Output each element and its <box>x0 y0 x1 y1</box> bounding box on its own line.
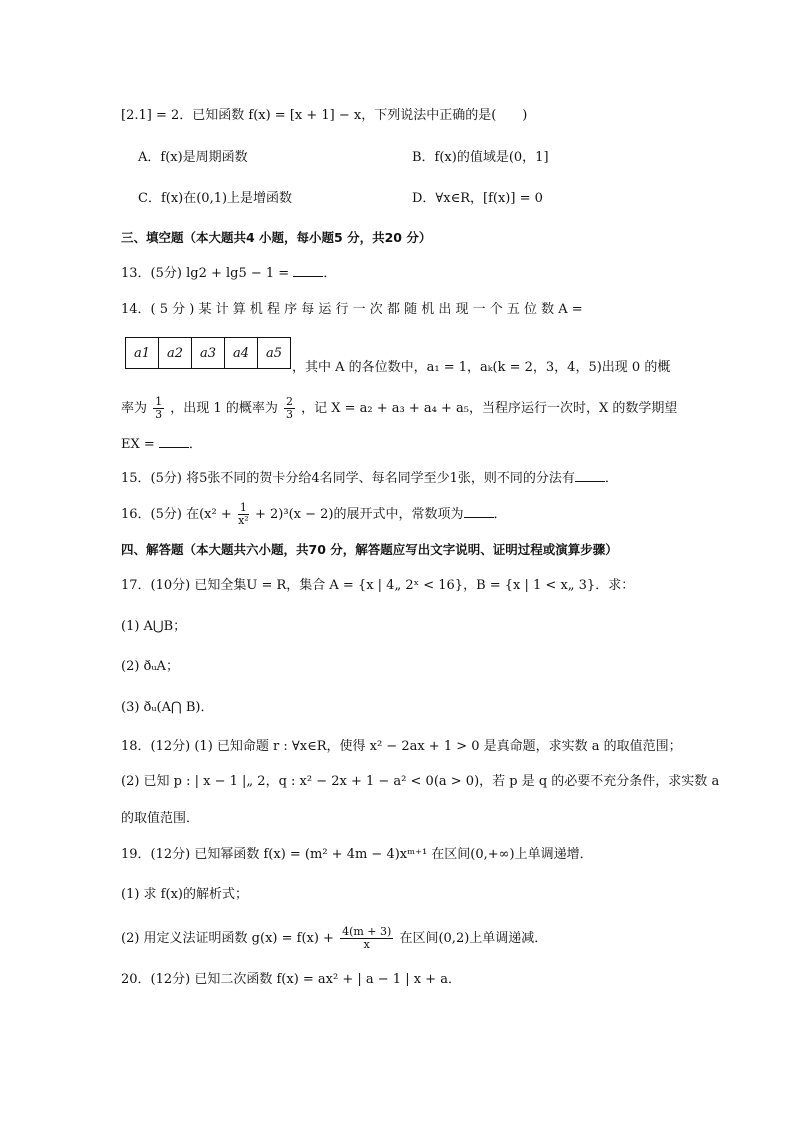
answer-blank <box>464 505 494 518</box>
question-16: 16．(5分) 在(x² + $\frac{1}{\text{x²}}$ + 2)³(x − 2)的展开式中，常数项为 ． <box>121 501 507 527</box>
question-18-line1: 18．(12分) (1) 已知命题 r : ∀x∈R，使得 x² − 2ax + 1 > 0 是真命题，求实数 a 的取值范围； <box>121 739 682 754</box>
digit-box: a3 <box>192 338 225 368</box>
digit-box: a5 <box>265 345 283 361</box>
digit-box: a1 <box>126 338 159 368</box>
answer-blank <box>159 435 189 448</box>
q13-text: 13．(5分) lg2 + lg5 − 1 = <box>121 266 290 281</box>
question-13: 13．(5分) lg2 + lg5 − 1 = ． <box>121 266 337 281</box>
question-19-line1: 19．(12分) 已知幂函数 f(x) = (m² + 4m − 4)xᵐ⁺¹ 在区间(0,+∞)上单调递增． <box>121 847 593 862</box>
q19-part2: (2) 用定义法证明函数 g(x) = f(x) + $\frac{4(m + 3)}{x}$ 在区间(0,2)上单调递减． <box>121 925 548 951</box>
answer-blank <box>575 469 605 482</box>
section-4-title: 四、解答题（本大题共六小题，共70 分，解答题应写出文字说明、证明过程或演算步骤） <box>121 542 618 557</box>
question-14-line1: 14．( 5 分 ) 某 计 算 机 程 序 每 运 行 一 次 都 随 机 出 现 一 个 五 位 数 A = <box>121 302 583 317</box>
answer-blank <box>293 264 323 277</box>
q19-part1: (1) 求 f(x)的解析式； <box>121 887 248 902</box>
question-20: 20．(12分) 已知二次函数 f(x) = ax² + | a − 1 | x + a． <box>121 972 461 987</box>
option-d: D．∀x∈R，[f(x)] = 0 <box>412 191 543 206</box>
option-a: A．f(x)是周期函数 <box>138 150 248 165</box>
question-15: 15．(5分) 将5张不同的贺卡分给4名同学、每名同学至少1张，则不同的分法有 ． <box>121 471 618 486</box>
q17-part3: (3) ðᵤ(A⋂ B)． <box>121 700 214 715</box>
question-17: 17．(10分) 已知全集U = R，集合 A = {x | 4„ 2ˣ < 16}，B = {x | 1 < x„ 3}．求： <box>121 578 635 593</box>
question-14-line3: 率为 $\frac{1}{3}$ ，出现 1 的概率为 $\frac{2}{3}$ ，记 X = a₂ + a₃ + a₄ + a₅，当程序运行一次时，X 的数学期望 <box>121 395 678 421</box>
question-14-line2: ，其中 A 的各位数中，a₁ = 1，aₖ(k = 2，3，4，5)出现 0 的概 <box>292 360 671 375</box>
fraction-one-third: $\frac{1}{3}$ <box>155 395 163 421</box>
question-18-line3: 的取值范围． <box>121 811 200 826</box>
section-3-title: 三、填空题（本大题共4 小题，每小题5 分，共20 分） <box>121 230 432 245</box>
fraction-two-thirds: $\frac{2}{3}$ <box>285 395 293 421</box>
fraction-4m3-over-x: $\frac{4(m + 3)}{x}$ <box>342 925 392 951</box>
question-12-stem: [2.1] = 2．已知函数 f(x) = [x + 1] − x，下列说法中正确的是( ) <box>121 108 528 123</box>
q17-part1: (1) A⋃B； <box>121 619 187 634</box>
option-b: B．f(x)的值域是(0，1] <box>412 150 549 165</box>
question-18-line2: (2) 已知 p : | x − 1 |„ 2，q : x² − 2x + 1 − a² < 0(a > 0)，若 p 是 q 的必要不充分条件，求实数 a <box>121 774 720 789</box>
digit-boxes <box>125 337 291 369</box>
q17-part2: (2) ðᵤA； <box>121 659 179 674</box>
question-14-line4: EX = ． <box>121 437 202 452</box>
fraction-one-over-x-squared: $\frac{1}{\text{x²}}$ <box>238 501 249 527</box>
digit-box: a2 <box>159 338 192 368</box>
digit-box: a4 <box>225 338 258 368</box>
option-c: C．f(x)在(0,1)上是增函数 <box>138 191 293 206</box>
